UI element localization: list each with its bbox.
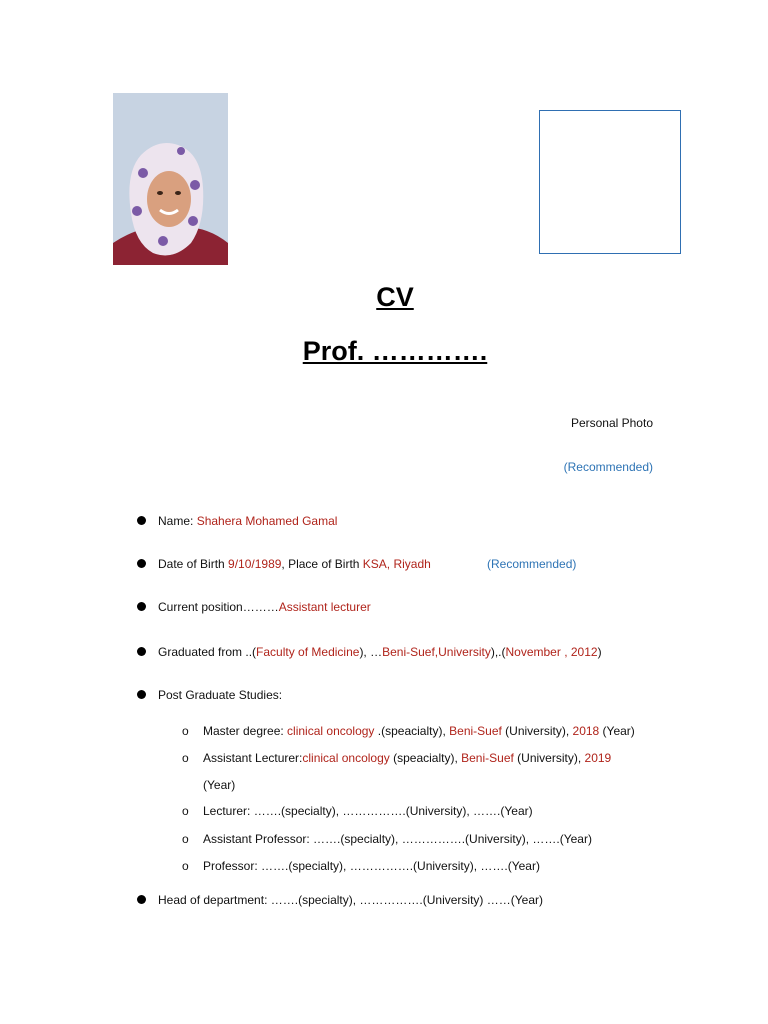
bullet-icon [137, 895, 146, 904]
circle-bullet-icon: o [182, 804, 189, 818]
personal-photo-placeholder [539, 110, 681, 254]
circle-bullet-icon: o [182, 751, 189, 765]
circle-bullet-icon: o [182, 724, 189, 738]
prof-title: Prof. …………. [302, 336, 488, 366]
sub-item-professor: o Professor: …….(specialty), …………….(University), …….(Year) [182, 859, 540, 873]
sub-item-lecturer: o Lecturer: …….(specialty), …………….(University), …….(Year) [182, 804, 533, 818]
sub-item-assistant-lecturer: o Assistant Lecturer:clinical oncology (speacialty), Beni-Suef (University), 2019 [182, 751, 612, 765]
assistant-lecturer-year-suffix: (Year) [203, 778, 236, 792]
bullet-icon [137, 559, 146, 568]
list-item-postgrad: Post Graduate Studies: [137, 688, 282, 702]
birth-date: 9/10/1989 [228, 557, 282, 571]
list-item-birth: Date of Birth 9/10/1989, Place of Birth KSA, Riyadh [137, 557, 431, 571]
sub-item-master: o Master degree: clinical oncology .(speacialty), Beni-Suef (University), 2018 (Year) [182, 724, 635, 738]
bullet-icon [137, 690, 146, 699]
cv-title: CV [376, 282, 414, 312]
personal-photo-caption: Personal Photo [570, 416, 653, 430]
list-item-name: Name: Shahera Mohamed Gamal [137, 514, 337, 528]
personal-photo-note: (Recommended) [563, 460, 653, 474]
name-value: Shahera Mohamed Gamal [196, 514, 338, 528]
circle-bullet-icon: o [182, 859, 189, 873]
graduation-date: November , 2012 [505, 645, 598, 659]
list-item-graduated: Graduated from ..(Faculty of Medicine), …Beni-Suef,University),.(November , 2012) [137, 645, 602, 659]
sub-item-assistant-professor: o Assistant Professor: …….(specialty), …………….(University), …….(Year) [182, 832, 592, 846]
university-value: Beni-Suef,University [382, 645, 491, 659]
position-value: Assistant lecturer [278, 600, 371, 614]
birth-place: KSA, Riyadh [362, 557, 431, 571]
birth-note: (Recommended) [487, 557, 577, 571]
list-item-head: Head of department: …….(specialty), …………….(University) ……(Year) [137, 893, 543, 907]
bullet-icon [137, 516, 146, 525]
faculty-value: Faculty of Medicine [256, 645, 360, 659]
bullet-icon [137, 602, 146, 611]
bullet-icon [137, 647, 146, 656]
list-item-position: Current position………Assistant lecturer [137, 600, 371, 614]
profile-photo [113, 93, 228, 265]
circle-bullet-icon: o [182, 832, 189, 846]
